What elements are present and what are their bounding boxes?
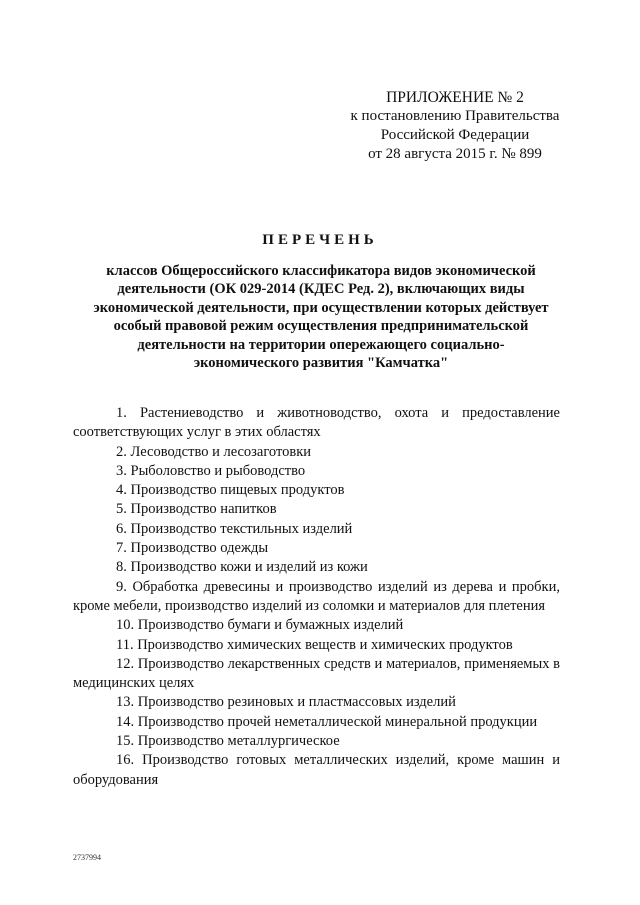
document-code: 2737994 (73, 853, 101, 862)
list-item: 2. Лесоводство и лесозаготовки (116, 443, 312, 460)
list-item: 4. Производство пищевых продуктов (116, 482, 345, 499)
subtitle-line: классов Общероссийского классификатора видов экономической (106, 263, 536, 279)
subtitle-line: особый правовой режим осуществления предпринимательской (113, 318, 529, 335)
list-item: 15. Производство металлургическое (116, 733, 340, 750)
list-item: 8. Производство кожи и изделий из кожи (116, 559, 368, 576)
list-item: 7. Производство одежды (116, 540, 269, 557)
list-item: 12. Производство лекарственных средств и материалов, применяемых в медицинских целях (73, 655, 560, 692)
list-item: 13. Производство резиновых и пластмассовых изделий (116, 694, 456, 711)
list-item: 11. Производство химических веществ и химических продуктов (116, 636, 513, 653)
appendix-line: от 28 августа 2015 г. № 899 (368, 146, 542, 162)
subtitle-line: деятельности на территории опережающего социально- (137, 336, 505, 353)
activity-list (73, 404, 560, 790)
list-item: 5. Производство напитков (116, 501, 277, 518)
document-subtitle (80, 262, 562, 372)
list-item: 10. Производство бумаги и бумажных изделий (116, 617, 404, 634)
subtitle-line: экономической деятельности, при осуществлении которых действует (93, 299, 549, 316)
subtitle-line: деятельности (ОК 029-2014 (КДЕС Ред. 2), включающих виды (117, 281, 525, 298)
appendix-heading: ПРИЛОЖЕНИЕ № 2 (386, 89, 524, 106)
list-item: 14. Производство прочей неметаллической минеральной продукции (116, 713, 538, 730)
appendix-line: к постановлению Правительства (350, 108, 560, 124)
list-item: 16. Производство готовых металлических изделий, кроме машин и оборудования (73, 752, 560, 788)
subtitle-line: экономического развития "Камчатка" (193, 355, 449, 372)
document-title: ПЕРЕЧЕНЬ (262, 232, 378, 248)
list-item: 3. Рыболовство и рыбоводство (116, 462, 306, 479)
appendix-block (330, 88, 580, 164)
appendix-line: Российской Федерации (380, 127, 530, 143)
list-item: 1. Растениеводство и животноводство, охота и предоставление соответствующих услуг в этих областях (73, 405, 560, 441)
list-item: 6. Производство текстильных изделий (116, 520, 353, 537)
list-item: 9. Обработка древесины и производство изделий из дерева и пробки, кроме мебели, производство изделий из соломки и материалов для плетения (73, 578, 560, 614)
